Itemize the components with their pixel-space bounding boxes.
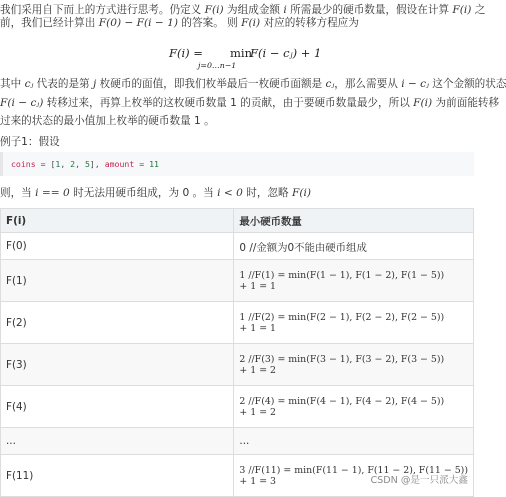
cell-value-line: + 1 = 2: [239, 364, 277, 376]
math-inline: i == 0: [35, 187, 70, 199]
formula-min: min: [230, 46, 252, 60]
text-fragment: 代表的是第: [33, 78, 94, 90]
explain-line-3: 过来的状态的最小值加上枚举的硬币数量 1 。: [0, 115, 215, 127]
cell-fi: F(3): [1, 344, 234, 386]
cell-fi: F(11): [1, 455, 234, 497]
math-inline: F(i): [204, 4, 224, 16]
cell-fi: F(4): [1, 386, 234, 428]
math-inline: F(0) − F(i − 1): [98, 17, 179, 29]
code-text: ,: [60, 159, 71, 169]
cell-fi: F(2): [1, 302, 234, 344]
formula-subscript: j=0…n−1: [198, 61, 237, 70]
csdn-watermark: CSDN @是一只派大鑫: [370, 475, 468, 486]
code-text: ,: [75, 159, 85, 169]
table-row: [1, 302, 474, 344]
header-fi: F(i): [1, 209, 234, 233]
table-header-row: [1, 209, 474, 233]
text-fragment: 我们采用自下而上的方式进行思考。仍定义: [0, 4, 205, 16]
cell-value-line: 1 //F(2) = min(F(2 − 1), F(2 − 2), F(2 − 5)): [239, 311, 445, 323]
cell-value-line: 2 //F(3) = min(F(3 − 1), F(3 − 2), F(3 − 5)): [239, 353, 445, 365]
cell-value-line: 0 //金额为0不能由硬币组成: [239, 241, 367, 254]
text-fragment: 之: [471, 4, 486, 16]
table-row: [1, 233, 474, 260]
cell-value-line: + 1 = 1: [239, 280, 277, 292]
code-var-amount: amount: [104, 159, 135, 169]
text-fragment: 为前面能转移: [432, 97, 500, 109]
cell-value-line: + 1 = 2: [239, 406, 277, 418]
code-text: = [: [35, 159, 56, 169]
header-min-coins: 最小硬币数量: [234, 209, 474, 233]
code-num: 2: [70, 159, 76, 169]
cell-fi: ...: [1, 428, 234, 455]
formula-lhs: F(i) =: [169, 46, 203, 60]
cell-value-line: 2 //F(4) = min(F(4 − 1), F(4 − 2), F(4 − 5)): [239, 395, 445, 407]
note-line: [0, 183, 474, 204]
cell-value: [234, 386, 474, 428]
cell-value-line: 1 //F(1) = min(F(1 − 1), F(1 − 2), F(1 − 5)): [239, 269, 445, 281]
cell-value-line: + 1 = 3: [239, 475, 277, 487]
cell-fi: F(0): [1, 233, 234, 260]
intro-line-2: [0, 13, 474, 34]
dp-table: [0, 208, 474, 497]
math-inline: F(i): [241, 17, 261, 29]
text-fragment: 转移过来，再算上枚举的这枚硬币数量 1 的贡献，由于要硬币数量最少，所以: [43, 97, 414, 109]
text-fragment: 的答案。 则: [178, 17, 242, 29]
formula-rhs: F(i − cⱼ) + 1: [250, 46, 322, 60]
text-fragment: 则，当: [0, 187, 36, 199]
cell-value: [234, 428, 474, 455]
table-row: [1, 428, 474, 455]
cell-value: [234, 233, 474, 260]
code-num: 5: [84, 159, 90, 169]
math-inline: i < 0: [217, 187, 243, 199]
code-text: =: [134, 159, 150, 169]
example-title: 例子1：假设: [0, 136, 60, 148]
math-inline: F(i − cⱼ): [0, 97, 44, 109]
text-fragment: 时无法用硬币组成，为 0 。当: [69, 187, 218, 199]
text-fragment: 枚硬币的面值，即我们枚举最后一枚硬币面额是: [96, 78, 326, 90]
text-fragment: 这个金额的状态: [428, 78, 506, 90]
explain-line-1: [0, 74, 506, 95]
math-inline: cⱼ: [325, 78, 335, 90]
table-row: [1, 386, 474, 428]
code-text: ],: [89, 159, 105, 169]
cell-value: [234, 344, 474, 386]
text-fragment: 为组成金额: [223, 4, 284, 16]
cell-value-line: 3 //F(11) = min(F(11 − 1), F(11 − 2), F(11 − 5)): [239, 464, 468, 476]
text-fragment: 其中: [0, 78, 25, 90]
math-inline: i − cⱼ: [401, 78, 429, 90]
cell-fi: F(1): [1, 260, 234, 302]
math-inline: j: [93, 78, 97, 90]
math-inline: F(i): [413, 97, 433, 109]
table-row: [1, 260, 474, 302]
math-inline: cⱼ: [24, 78, 34, 90]
code-var-coins: coins: [11, 159, 36, 169]
cell-value-line: + 1 = 1: [239, 322, 277, 334]
text-fragment: 对应的转移方程应为: [260, 17, 359, 29]
table-row: [1, 344, 474, 386]
code-block: [0, 152, 474, 176]
math-inline: F(i): [452, 4, 472, 16]
cell-value-line: ...: [239, 435, 250, 447]
math-inline: i: [283, 4, 287, 16]
text-fragment: 时，忽略: [242, 187, 292, 199]
cell-value: [234, 260, 474, 302]
text-fragment: 前，我们已经计算出: [0, 17, 99, 29]
code-num: 1: [55, 159, 61, 169]
math-inline: F(i): [292, 187, 312, 199]
cell-value: [234, 302, 474, 344]
code-num: 11: [149, 159, 159, 169]
transition-formula: [0, 38, 474, 72]
text-fragment: 所需最少的硬币数量，假设在计算: [286, 4, 453, 16]
text-fragment: ，那么需要从: [334, 78, 402, 90]
